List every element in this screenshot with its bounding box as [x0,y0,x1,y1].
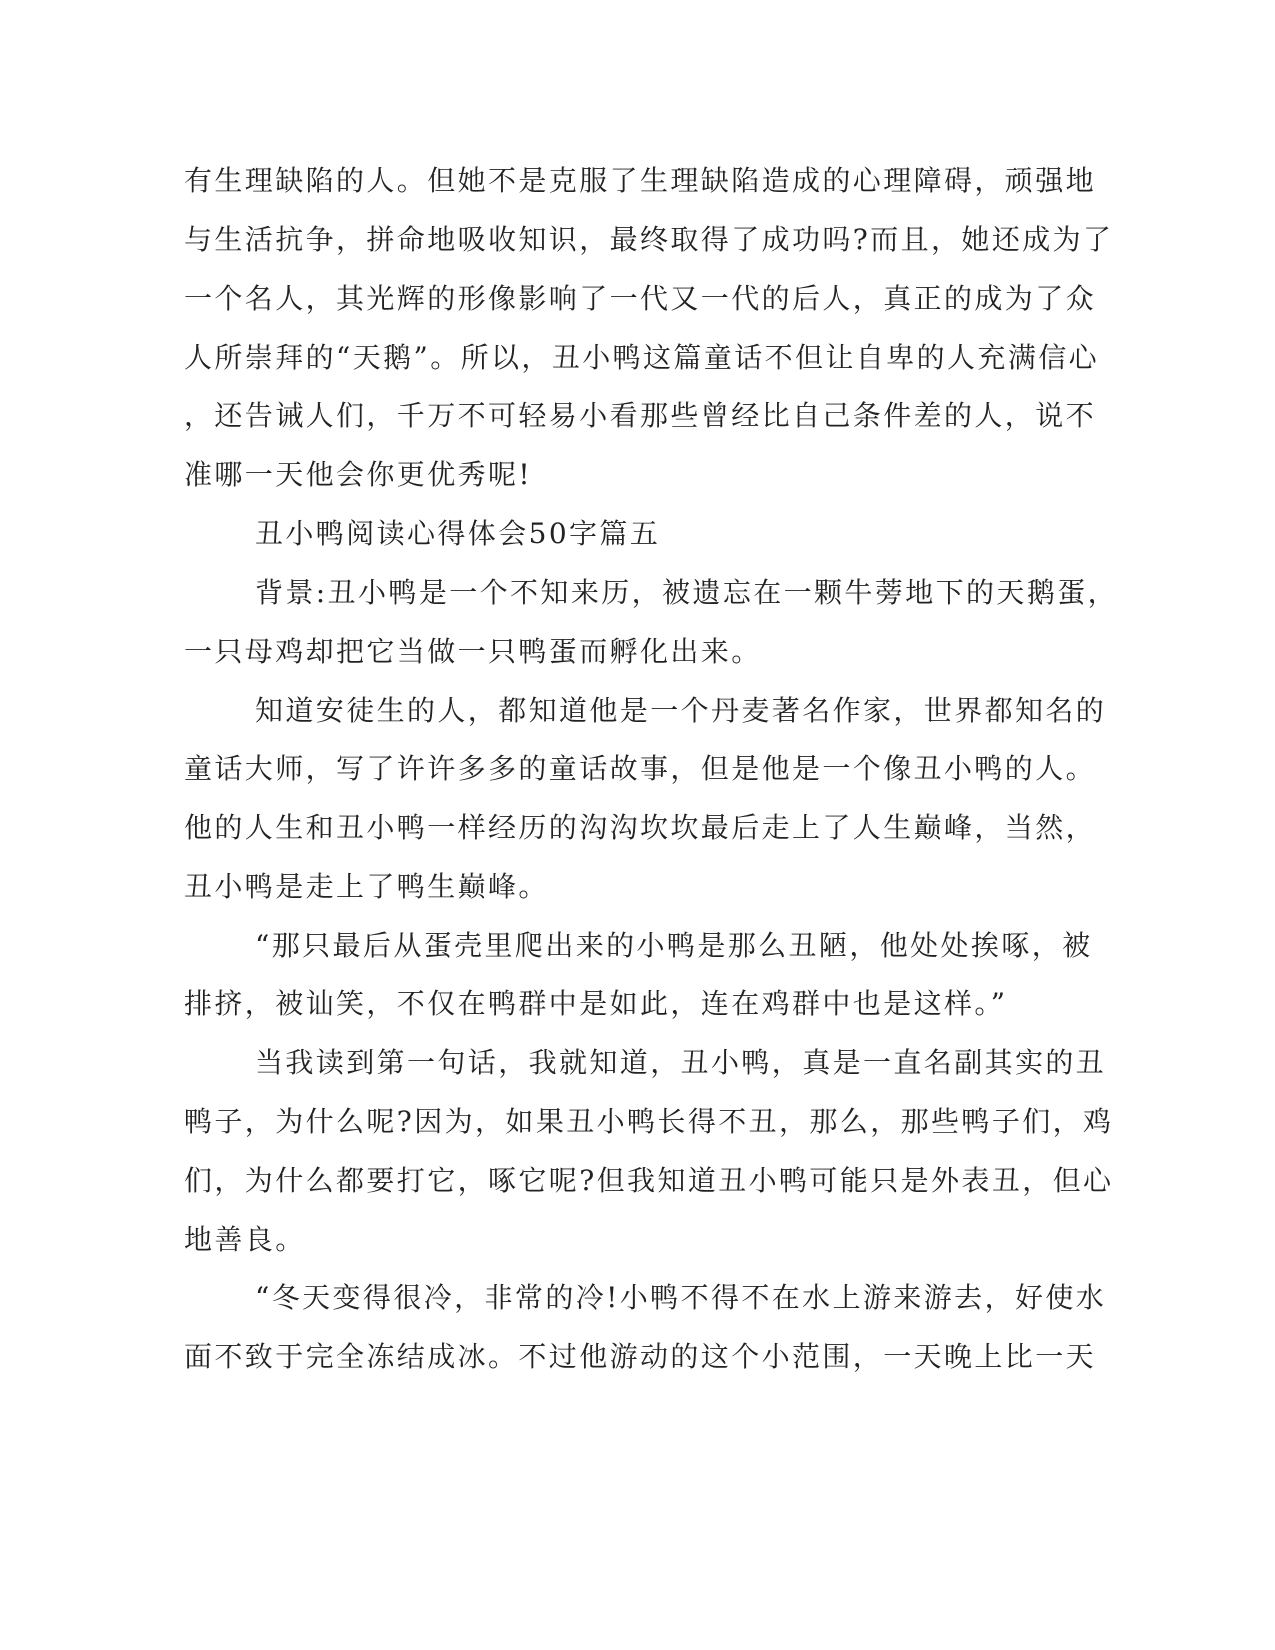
text-line: 当我读到第一句话，我就知道，丑小鸭，真是一直名副其实的丑 [255,1046,1107,1079]
section-heading: 丑小鸭阅读心得体会50字篇五 [255,517,661,550]
text-line: 他的人生和丑小鸭一样经历的沟沟坎坎最后走上了人生巅峰，当然， [184,811,1097,844]
text-line: 鸭子，为什么呢?因为，如果丑小鸭长得不丑，那么，那些鸭子们，鸡 [184,1105,1114,1138]
text-line: 地善良。 [184,1223,306,1256]
text-line: 准哪一天他会你更优秀呢! [184,458,533,491]
text-line: 排挤，被讪笑，不仅在鸭群中是如此，连在鸡群中也是这样。” [184,987,1008,1020]
text-line: 有生理缺陷的人。但她不是克服了生理缺陷造成的心理障碍，顽强地 [184,164,1097,197]
text-line: 人所崇拜的“天鹅”。所以，丑小鸭这篇童话不但让自卑的人充满信心 [184,341,1100,374]
text-line: ，还告诫人们，千万不可轻易小看那些曾经比自己条件差的人，说不 [184,399,1097,432]
text-line: 一只母鸡却把它当做一只鸭蛋而孵化出来。 [184,635,762,668]
text-line: 背景:丑小鸭是一个不知来历，被遗忘在一颗牛蒡地下的天鹅蛋， [255,576,1119,609]
text-line: 一个名人，其光辉的形像影响了一代又一代的后人，真正的成为了众 [184,282,1097,315]
text-line: “冬天变得很冷，非常的冷!小鸭不得不在水上游来游去，好使水 [255,1281,1107,1314]
text-line: 们，为什么都要打它，啄它呢?但我知道丑小鸭可能只是外表丑，但心 [184,1164,1114,1197]
text-line: 面不致于完全冻结成冰。不过他游动的这个小范围，一天晚上比一天 [184,1340,1097,1373]
text-line: 知道安徒生的人，都知道他是一个丹麦著名作家，世界都知名的 [255,694,1107,727]
text-line: 丑小鸭是走上了鸭生巅峰。 [184,870,549,903]
text-line: 童话大师，写了许许多多的童话故事，但是他是一个像丑小鸭的人。 [184,752,1097,785]
text-line: 与生活抗争，拼命地吸收知识，最终取得了成功吗?而且，她还成为了 [184,223,1114,256]
text-line: “那只最后从蛋壳里爬出来的小鸭是那么丑陋，他处处挨啄，被 [255,929,1093,962]
